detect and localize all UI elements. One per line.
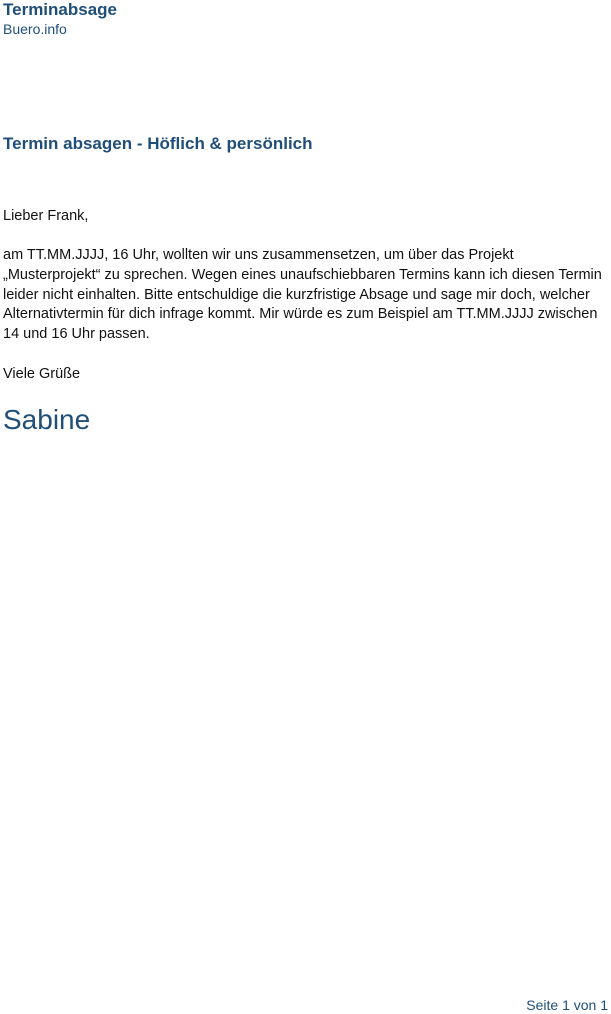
letter-closing: Viele Grüße <box>3 366 81 382</box>
letter-salutation: Lieber Frank, <box>3 208 89 224</box>
header-title: Terminabsage <box>3 0 118 19</box>
letter-body-paragraph: am TT.MM.JJJJ, 16 Uhr, wollten wir uns zusammensetzen, um über das Projekt „Musterprojekt“ zu sprechen. Wegen eines unaufschiebbaren Termins kann ich diesen Termin leider nicht einhalten. Bitte entschuldige die kurzfristige Absage und sage mir doch, welcher Alternativtermin für dich infrage kommt. Mir würde es zum Beispiel am TT.MM.JJJJ zwischen 14 und 16 Uhr passen. <box>3 247 602 343</box>
document-heading: Termin absagen - Höflich & persönlich <box>3 134 313 153</box>
letter-body <box>3 246 607 345</box>
page-number: Seite 1 von 1 <box>526 997 608 1013</box>
header-subtitle: Buero.info <box>3 21 67 37</box>
document-header <box>3 0 117 38</box>
letter-signature: Sabine <box>3 404 91 435</box>
